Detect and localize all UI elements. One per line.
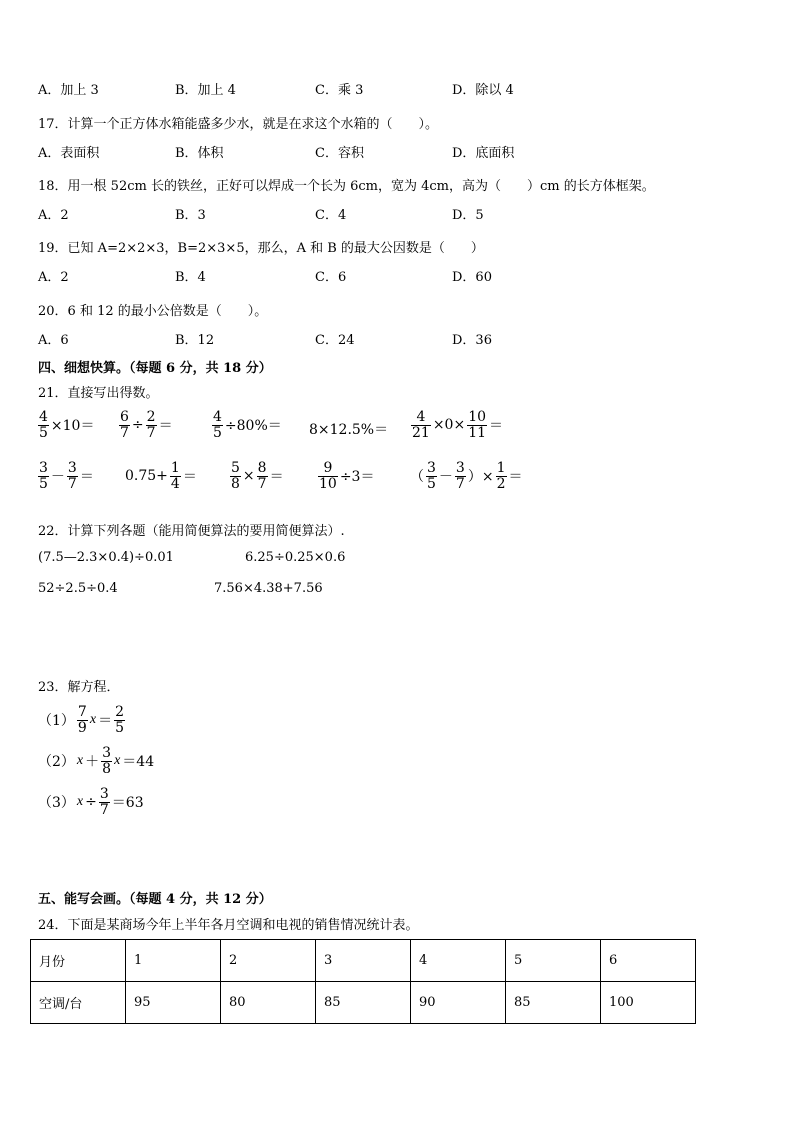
fraction: $\frac{3}{8}$ (102, 745, 112, 777)
q22-expr-4: 7.56×4.38+7.56 (214, 581, 323, 596)
q22-expr-1: (7.5—2.3×0.4)÷0.01 (38, 550, 174, 565)
q19-option-b[interactable]: B．4 (175, 270, 206, 285)
q21-expr-10: （ $\frac{3}{5}$ － $\frac{3}{7}$ ）× $\frac{1}{2}$ ＝ (410, 460, 523, 492)
q16-option-b[interactable]: B．加上 4 (175, 83, 236, 98)
q18-option-b[interactable]: B．3 (175, 208, 206, 223)
table-cell: 85 (316, 982, 411, 1024)
q21-expr-1: $\frac{4}{5}$ ×10＝ (39, 409, 95, 441)
fraction: $\frac{3}{7}$ (455, 460, 465, 492)
q17-option-b[interactable]: B．体积 (175, 146, 224, 161)
q17-option-a[interactable]: A．表面积 (38, 146, 100, 161)
table-cell: 95 (126, 982, 221, 1024)
fraction: $\frac{2}{7}$ (146, 409, 156, 441)
table-cell: 2 (221, 940, 316, 982)
section-5-title: 五、能写会画。（每题 4 分，共 12 分） (38, 892, 272, 907)
q17-option-c[interactable]: C．容积 (315, 146, 364, 161)
q21-expr-4: 8×12.5%＝ (309, 422, 389, 438)
fraction: $\frac{4}{5}$ (39, 409, 48, 441)
sales-table (30, 939, 696, 1024)
q16-option-d[interactable]: D．除以 4 (452, 83, 514, 98)
q21-expr-2: $\frac{6}{7}$ ÷ $\frac{2}{7}$ ＝ (120, 409, 173, 441)
fraction: $\frac{4}{5}$ (213, 409, 222, 441)
table-cell: 1 (126, 940, 221, 982)
fraction: $\frac{1}{4}$ (170, 460, 180, 492)
fraction: $\frac{10}{11}$ (468, 409, 487, 441)
table-row (31, 940, 696, 982)
q21-expr-6: $\frac{3}{5}$ － $\frac{3}{7}$ ＝ (39, 460, 94, 492)
q17-text: 17．计算一个正方体水箱能盛多少水，就是在求这个水箱的（ ）。 (38, 117, 439, 132)
q18-option-d[interactable]: D．5 (452, 208, 484, 223)
q22-expr-3: 52÷2.5÷0.4 (38, 581, 118, 596)
q21-expr-7: 0.75+ $\frac{1}{4}$ ＝ (125, 460, 197, 492)
q21-expr-3: $\frac{4}{5}$ ÷80%＝ (213, 409, 282, 441)
q23-equation-3: （3） x ÷ $\frac{3}{7}$ ＝63 (38, 786, 144, 818)
fraction: $\frac{6}{7}$ (120, 409, 129, 441)
fraction: $\frac{9}{10}$ (319, 460, 337, 492)
fraction: $\frac{3}{5}$ (39, 460, 48, 492)
q16-option-a[interactable]: A．加上 3 (38, 83, 99, 98)
q23-equation-1: （1） $\frac{7}{9}$ x ＝ $\frac{2}{5}$ (38, 704, 124, 736)
q19-option-c[interactable]: C．6 (315, 270, 347, 285)
table-cell: 4 (411, 940, 506, 982)
q19-option-a[interactable]: A．2 (38, 270, 69, 285)
table-cell: 空调/台 (31, 982, 126, 1024)
q18-option-a[interactable]: A．2 (38, 208, 69, 223)
table-row (31, 982, 696, 1024)
q20-option-c[interactable]: C．24 (315, 333, 355, 348)
fraction: $\frac{3}{7}$ (99, 786, 109, 818)
table-cell: 3 (316, 940, 411, 982)
q21-expr-5: $\frac{4}{21}$ ×0× $\frac{10}{11}$ ＝ (412, 409, 504, 441)
q20-text: 20．6 和 12 的最小公倍数是（ ）。 (38, 304, 268, 319)
q23-title: 23．解方程． (38, 680, 120, 695)
q18-option-c[interactable]: C．4 (315, 208, 347, 223)
q20-option-d[interactable]: D．36 (452, 333, 492, 348)
fraction: $\frac{3}{5}$ (427, 460, 436, 492)
table-cell: 5 (506, 940, 601, 982)
q19-option-d[interactable]: D．60 (452, 270, 492, 285)
table-cell: 85 (506, 982, 601, 1024)
q19-text: 19．已知 A=2×2×3，B=2×3×5，那么，A 和 B 的最大公因数是（ ） (38, 241, 484, 256)
table-cell: 90 (411, 982, 506, 1024)
table-cell: 80 (221, 982, 316, 1024)
q22-expr-2: 6.25÷0.25×0.6 (245, 550, 346, 565)
fraction: $\frac{4}{21}$ (412, 409, 430, 441)
q16-option-c[interactable]: C．乘 3 (315, 83, 364, 98)
q18-text: 18．用一根 52cm 长的铁丝，正好可以焊成一个长为 6cm，宽为 4cm，高为（ ）cm 的长方体框架。 (38, 179, 655, 194)
fraction: $\frac{7}{9}$ (77, 704, 87, 736)
fraction: $\frac{3}{7}$ (67, 460, 77, 492)
q17-option-d[interactable]: D．底面积 (452, 146, 515, 161)
q20-option-a[interactable]: A．6 (38, 333, 69, 348)
fraction: $\frac{1}{2}$ (496, 460, 506, 492)
fraction: $\frac{2}{5}$ (115, 704, 124, 736)
table-cell: 月份 (31, 940, 126, 982)
table-cell: 6 (601, 940, 696, 982)
q21-expr-8: $\frac{5}{8}$ × $\frac{8}{7}$ ＝ (231, 460, 284, 492)
section-4-title: 四、细想快算。（每题 6 分，共 18 分） (38, 361, 272, 376)
q23-equation-2: （2） x ＋ $\frac{3}{8}$ x ＝44 (38, 745, 155, 777)
q21-expr-9: $\frac{9}{10}$ ÷3＝ (319, 460, 375, 492)
q22-title: 22．计算下列各题（能用简便算法的要用简便算法）. (38, 524, 345, 539)
q20-option-b[interactable]: B．12 (175, 333, 215, 348)
q24-title: 24．下面是某商场今年上半年各月空调和电视的销售情况统计表。 (38, 918, 419, 933)
fraction: $\frac{8}{7}$ (257, 460, 267, 492)
fraction: $\frac{5}{8}$ (231, 460, 240, 492)
table-cell: 100 (601, 982, 696, 1024)
q21-title: 21．直接写出得数。 (38, 386, 159, 401)
